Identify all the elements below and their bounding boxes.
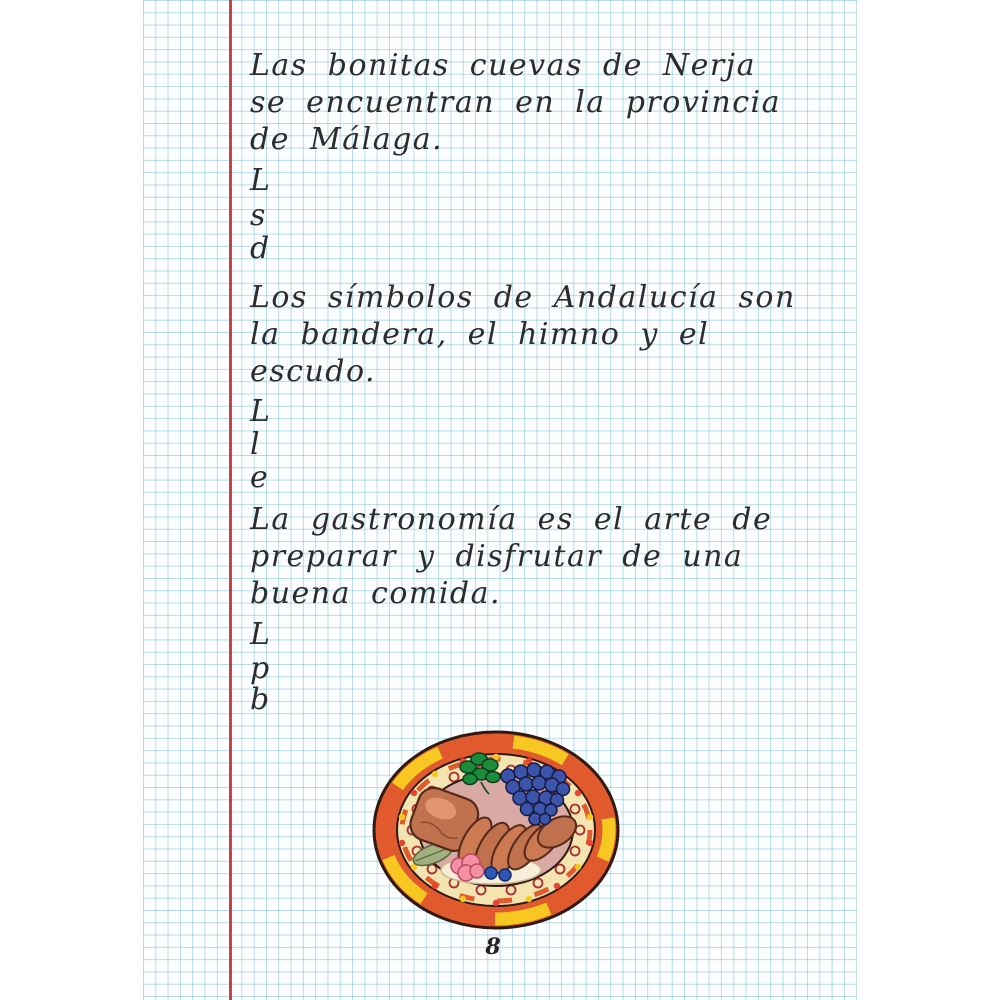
practice-letter: e [250, 460, 270, 495]
practice-letter: s [250, 198, 267, 233]
practice-letter: d [250, 231, 271, 266]
practice-letter: L [250, 617, 272, 652]
sentence-line: escudo. [250, 354, 377, 389]
sentence-line: la bandera, el himno y el [250, 317, 710, 352]
sentence-line: Las bonitas cuevas de Nerja [250, 48, 756, 83]
notebook-grid-sheet [143, 0, 857, 1000]
sentence-line: buena comida. [250, 576, 502, 611]
practice-letter: b [250, 682, 271, 717]
practice-letter: p [250, 651, 271, 686]
page-number: 8 [485, 934, 501, 960]
practice-letter: l [250, 427, 262, 462]
practice-letter: L [250, 394, 272, 429]
sentence-line: Los símbolos de Andalucía son [250, 280, 796, 315]
sentence-line: La gastronomía es el arte de [250, 502, 773, 537]
red-margin-rule [229, 0, 232, 1000]
sentence-line: de Málaga. [250, 122, 444, 157]
sentence-line: preparar y disfrutar de una [250, 539, 744, 574]
practice-letter: L [250, 163, 272, 198]
plate-of-food-illustration [371, 730, 621, 932]
sentence-line: se encuentran en la provincia [250, 85, 781, 120]
